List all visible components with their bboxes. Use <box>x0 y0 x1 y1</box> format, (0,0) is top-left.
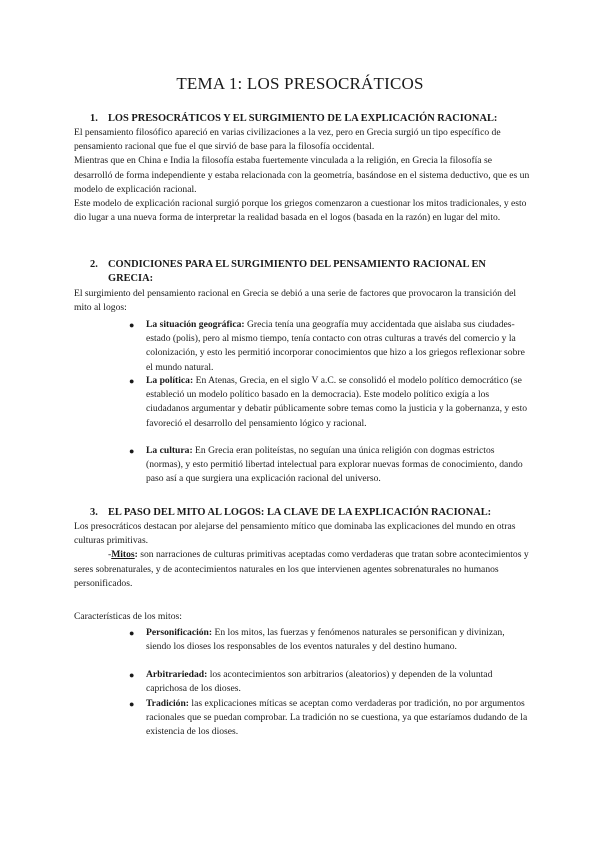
section-2-heading <box>90 258 530 286</box>
bullet-term: Arbitrariedad: <box>146 669 208 680</box>
section-3-intro <box>74 520 530 591</box>
section-1-title: LOS PRESOCRÁTICOS Y EL SURGIMIENTO DE LA EXPLICACIÓN RACIONAL: <box>108 113 498 124</box>
bullet-text: En Grecia eran politeístas, no seguían una única religión con dogmas estrictos (normas), y esto permitió libertad intelectual para explorar nuevas formas de conocimiento, dando paso así a que surgiera una explicación racional del universo. <box>146 445 523 485</box>
list-item <box>129 668 530 697</box>
section-2-number: 2. <box>90 259 98 270</box>
section-3-bullet-list <box>129 626 530 740</box>
bullet-icon: ● <box>129 699 135 709</box>
bullet-icon: ● <box>129 446 135 456</box>
paragraph: Mientras que en China e India la filosofía estaba fuertemente vinculada a la religión, en Grecia la filosofía se desarrolló de forma independiente y estaba relacionada con la geometría, basándose en el sistema deductivo, que es un modelo de explicación racional. <box>74 155 530 195</box>
characteristics-label-block <box>74 610 530 624</box>
mitos-colon: : <box>134 549 138 561</box>
bullet-icon: ● <box>129 320 135 330</box>
bullet-text: En los mitos, las fuerzas y fenómenos naturales se personifican y divinizan, siendo los dioses los responsables de los eventos naturales y del destino humano. <box>146 627 505 653</box>
paragraph: El surgimiento del pensamiento racional en Grecia se debió a una serie de factores que provocaron la transición del mito al logos: <box>74 288 517 314</box>
bullet-term: Personificación: <box>146 627 213 638</box>
section-2-intro <box>74 287 530 315</box>
paragraph: El pensamiento filosófico apareció en varias civilizaciones a la vez, pero en Grecia surgió un tipo específico de pensamiento racional que fue el que sirvió de base para la filosofía occidental. <box>74 127 501 153</box>
bullet-term: Tradición: <box>146 698 189 709</box>
mitos-prefix: - <box>108 549 112 561</box>
bullet-term: La situación geográfica: <box>146 319 245 330</box>
bullet-text: En Atenas, Grecia, en el siglo V a.C. se consolidó el modelo político democrático (se estableció un modelo político basado en la democracia). Este modelo político exigía a los ciudadanos argumentar y debatir públicamente sobre temas como la justicia y la gobernanza, y esto favoreció el desarrollo del pensamiento lógico y racional. <box>146 375 528 429</box>
section-1-body <box>74 126 530 225</box>
bullet-icon: ● <box>129 628 135 638</box>
section-3-number: 3. <box>90 507 98 518</box>
section-1-number: 1. <box>90 113 98 124</box>
section-3-heading <box>90 506 530 520</box>
bullet-text: Grecia tenía una geografía muy accidentada que aislaba sus ciudades-estado (polis), pero al mismo tiempo, tenía contacto con otras culturas a través del comercio y la colonización, y esto les permitió incorporar conocimientos que hizo a los griegos reflexionar sobre el mundo natural. <box>146 319 525 373</box>
section-3-title: EL PASO DEL MITO AL LOGOS: LA CLAVE DE LA EXPLICACIÓN RACIONAL: <box>108 507 492 518</box>
bullet-icon: ● <box>129 670 135 680</box>
bullet-text: las explicaciones míticas se aceptan como verdaderas por tradición, no por argumentos racionales que se puedan comprobar. La tradición no se cuestiona, ya que estaríamos dudando de la existencia de los dioses. <box>146 698 528 738</box>
mitos-text: son narraciones de culturas primitivas aceptadas como verdaderas que tratan sobre acontecimientos y seres sobrenaturales, y de acontecimientos naturales en los que intervienen agentes sobrenaturales no humanos personificados. <box>74 549 529 589</box>
mitos-definition <box>74 548 530 591</box>
bullet-icon: ● <box>129 376 135 386</box>
paragraph: Este modelo de explicación racional surgió porque los griegos comenzaron a cuestionar los mitos tradicionales, y esto dio lugar a una nueva forma de interpretar la realidad basada en el logos (basada en la razón) en lugar del mito. <box>74 198 527 224</box>
section-2-bullet-list <box>129 318 530 487</box>
characteristics-label: Características de los mitos: <box>74 611 182 622</box>
bullet-text: los acontecimientos son arbitrarios (aleatorios) y dependen de la voluntad caprichosa de los dioses. <box>146 669 493 695</box>
bullet-term: La cultura: <box>146 445 193 456</box>
paragraph: Los presocráticos destacan por alejarse del pensamiento mítico que dominaba las explicaciones del mundo en otras culturas primitivas. <box>74 521 516 547</box>
list-item <box>129 626 530 668</box>
section-2-title: CONDICIONES PARA EL SURGIMIENTO DEL PENSAMIENTO RACIONAL EN GRECIA: <box>108 259 486 284</box>
bullet-term: La política: <box>146 375 194 386</box>
list-item <box>129 318 530 374</box>
mitos-term: Mitos <box>111 549 135 561</box>
list-item <box>129 374 530 444</box>
document-title: TEMA 1: LOS PRESOCRÁTICOS <box>176 74 424 93</box>
list-item <box>129 697 530 740</box>
section-1-heading <box>90 112 530 126</box>
list-item <box>129 444 530 487</box>
